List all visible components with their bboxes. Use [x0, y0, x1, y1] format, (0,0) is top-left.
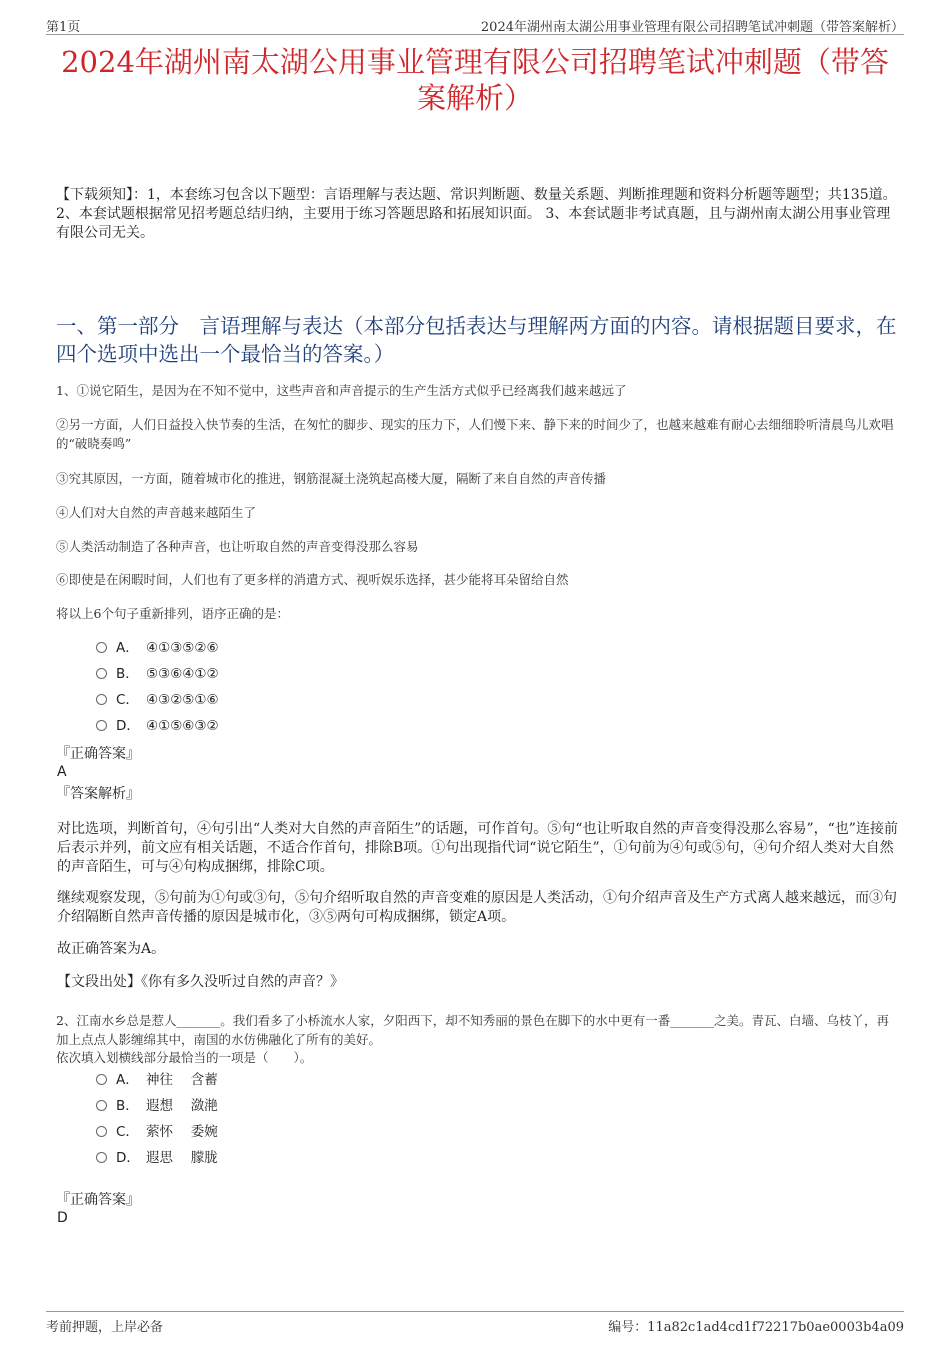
q1-sentence-5: ⑤人类活动制造了各种声音，也让听取自然的声音变得没那么容易 [56, 539, 419, 554]
q1-analysis-label: 『答案解析』 [56, 786, 140, 802]
radio-icon[interactable] [96, 1100, 107, 1111]
radio-icon[interactable] [96, 1074, 107, 1085]
q2-answer-label: 『正确答案』 [56, 1192, 140, 1208]
radio-icon[interactable] [96, 694, 107, 705]
q2-option-a[interactable]: A． 神往 含蓄 [96, 1070, 218, 1090]
q2-answer: D [57, 1210, 68, 1226]
footer-serial: 编号：11a82c1ad4cd1f72217b0ae0003b4a09 [608, 1320, 904, 1335]
q1-sentence-6: ⑥即使是在闲暇时间，人们也有了更多样的消遣方式、视听娱乐选择，甚少能将耳朵留给自然 [56, 572, 569, 587]
radio-icon[interactable] [96, 1126, 107, 1137]
q2-option-b[interactable]: B． 遐想 潋滟 [96, 1096, 218, 1116]
q1-sentence-3: ③究其原因，一方面，随着城市化的推进，钢筋混凝土浇筑起高楼大厦，隔断了来自自然的声音传播 [56, 471, 607, 486]
q1-sentence-2: ②另一方面，人们日益投入快节奏的生活，在匆忙的脚步、现实的压力下，人们慢下来、静下来的时间少了，也越来越难有耐心去细细聆听清晨鸟儿欢唱的“破晓奏鸣” [56, 417, 894, 451]
q1-option-a[interactable]: A． ④①③⑤②⑥ [96, 638, 219, 658]
radio-icon[interactable] [96, 720, 107, 731]
radio-icon[interactable] [96, 668, 107, 679]
q1-answer: A [57, 764, 67, 780]
q1-analysis-1: 对比选项，判断首句，④句引出“人类对大自然的声音陌生”的话题，可作首句。⑤句“也让听取自然的声音变得没那么容易”，“也”连接前后表示并列，前文应有相关话题，不适合作首句，排除B项。①句出现指代词“说它陌生”，①句前为④句或⑤句，④句介绍人类对大自然的声音陌生，可与④句构成捆绑，排除C项。 [57, 821, 898, 875]
q1-analysis-3: 故正确答案为A。 [57, 941, 166, 957]
q1-answer-label: 『正确答案』 [56, 746, 140, 762]
q1-option-d[interactable]: D． ④①⑤⑥③② [96, 716, 219, 736]
page-number: 第1页 [46, 20, 81, 35]
q1-option-b[interactable]: B． ⑤③⑥④①② [96, 664, 219, 684]
q1-analysis-2: 继续观察发现，⑤句前为①句或③句，⑤句介绍听取自然的声音变难的原因是人类活动，①句介绍声音及生产方式离人越来越远，而③句介绍隔断自然声音传播的原因是城市化，③⑤两句可构成捆绑，锁定A项。 [57, 890, 897, 925]
radio-icon[interactable] [96, 642, 107, 653]
q2-option-d[interactable]: D． 遐思 朦胧 [96, 1148, 218, 1168]
footer-slogan: 考前押题，上岸必备 [46, 1320, 164, 1335]
radio-icon[interactable] [96, 1152, 107, 1163]
section-heading: 一、第一部分 言语理解与表达（本部分包括表达与理解两方面的内容。请根据题目要求，在四个选项中选出一个最恰当的答案。） [56, 314, 897, 366]
q1-sentence-4: ④人们对大自然的声音越来越陌生了 [56, 505, 257, 520]
q1-source: 【文段出处】《你有多久没听过自然的声音？》 [57, 974, 344, 990]
q1-option-c[interactable]: C． ④③②⑤①⑥ [96, 690, 219, 710]
header-doc-title: 2024年湖州南太湖公用事业管理有限公司招聘笔试冲刺题（带答案解析） [480, 20, 904, 35]
q2-stem: 2、江南水乡总是惹人_______。我们看多了小桥流水人家，夕阳西下，却不知秀丽的景色在脚下的水中更有一番_______之美。青瓦、白墙、乌枝丫，再加上点点人影缠绵其中，南国的水仿佛融化了所有的美好。 [56, 1013, 889, 1047]
page-title: 2024年湖州南太湖公用事业管理有限公司招聘笔试冲刺题（带答案解析） [61, 45, 889, 115]
q2-option-c[interactable]: C． 萦怀 委婉 [96, 1122, 218, 1142]
q2-prompt: 依次填入划横线部分最恰当的一项是（ ）。 [56, 1050, 313, 1065]
page-footer [46, 1311, 904, 1334]
q1-prompt: 将以上6个句子重新排列，语序正确的是： [56, 606, 289, 621]
page-header [46, 14, 904, 35]
download-notice: 【下载须知】：1，本套练习包含以下题型：言语理解与表达题、常识判断题、数量关系题、判断推理题和资料分析题等题型；共135道。 2、本套试题根据常见招考题总结归纳，主要用于练习答题思路和拓展知识面。 3、本套试题非考试真题，且与湖州南太湖公用事业管理有限公司无关。 [56, 187, 897, 241]
q1-sentence-1: 1、①说它陌生，是因为在不知不觉中，这些声音和声音提示的生产生活方式似乎已经离我们越来越远了 [56, 383, 627, 398]
